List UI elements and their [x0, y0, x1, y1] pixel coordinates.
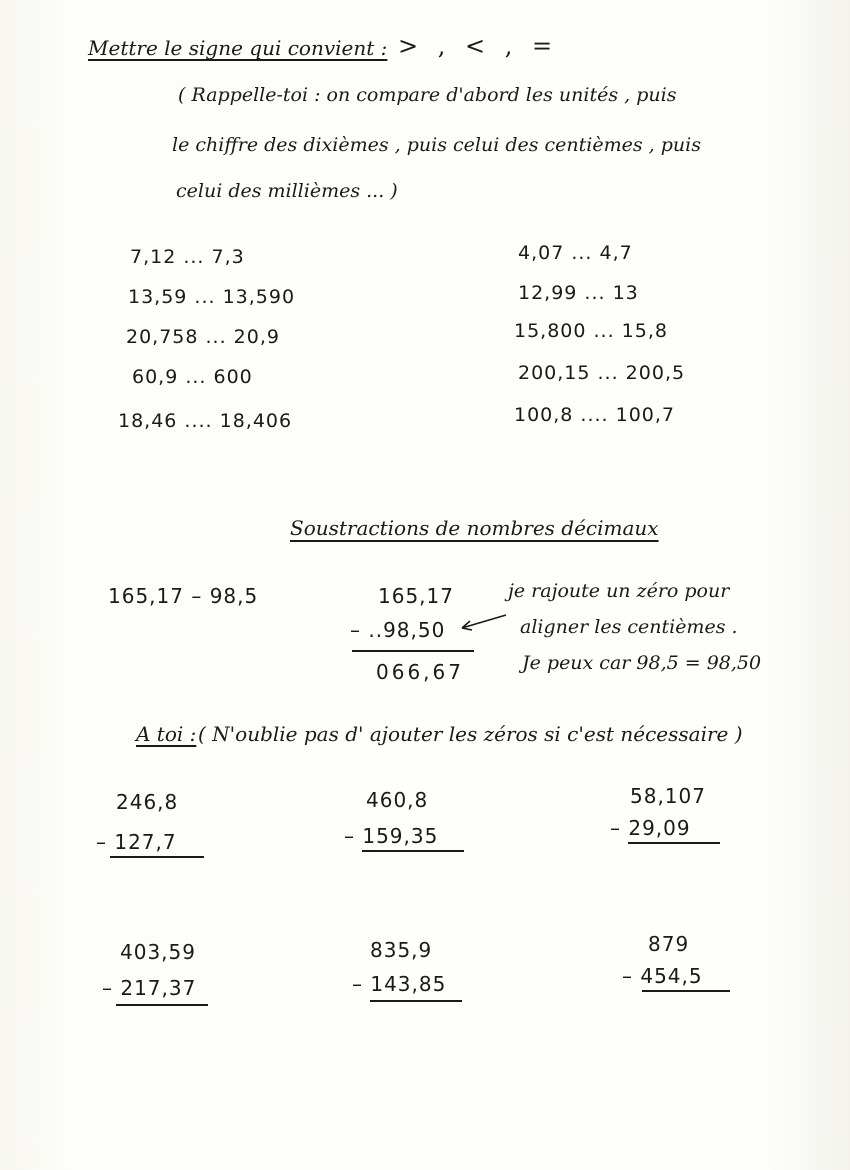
- worksheet-title: Mettre le signe qui convient :: [88, 36, 388, 60]
- example-note-line-3: Je peux car 98,5 = 98,50: [522, 652, 762, 674]
- exercise-1-bottom: – 127,7: [96, 830, 177, 854]
- exercise-2-line: [362, 850, 464, 852]
- exercise-6-line: [642, 990, 730, 992]
- exercise-instruction: ( N'oublie pas d' ajouter les zéros si c'est nécessaire ): [198, 722, 743, 746]
- example-expression: 165,17 – 98,5: [108, 584, 259, 608]
- subtraction-section-title: Soustractions de nombres décimaux: [290, 516, 659, 540]
- example-bottom-operand: – ..98,50: [350, 618, 446, 642]
- exercise-1-line: [110, 856, 204, 858]
- exercise-3-line: [628, 842, 720, 844]
- example-result-line: [352, 650, 474, 652]
- comparison-left-2: 13,59 ... 13,590: [128, 286, 296, 308]
- example-top-operand: 165,17: [378, 584, 454, 608]
- comparison-right-1: 4,07 ... 4,7: [518, 242, 633, 264]
- arrow-icon: [456, 612, 508, 634]
- exercise-3-bottom: – 29,09: [610, 816, 691, 840]
- exercise-label: A toi :: [136, 722, 197, 746]
- reminder-line-2: le chiffre des dixièmes , puis celui des centièmes , puis: [172, 134, 701, 156]
- comparison-right-5: 100,8 .... 100,7: [514, 404, 676, 426]
- reminder-line-3: celui des millièmes ... ): [176, 180, 398, 202]
- exercise-6-top: 879: [648, 932, 690, 956]
- exercise-4-bottom: – 217,37: [102, 976, 197, 1000]
- exercise-5-bottom: – 143,85: [352, 972, 447, 996]
- exercise-4-line: [116, 1004, 208, 1006]
- exercise-3-top: 58,107: [630, 784, 706, 808]
- comparison-left-4: 60,9 ... 600: [132, 366, 253, 388]
- exercise-6-bottom: – 454,5: [622, 964, 703, 988]
- exercise-2-bottom: – 159,35: [344, 824, 439, 848]
- exercise-5-top: 835,9: [370, 938, 433, 962]
- example-note-line-2: aligner les centièmes .: [520, 616, 738, 638]
- exercise-2-top: 460,8: [366, 788, 429, 812]
- reminder-line-1: ( Rappelle-toi : on compare d'abord les unités , puis: [178, 84, 677, 106]
- comparison-left-5: 18,46 .... 18,406: [118, 410, 293, 432]
- comparison-symbols: > , < , =: [398, 32, 559, 60]
- exercise-1-top: 246,8: [116, 790, 179, 814]
- comparison-right-4: 200,15 ... 200,5: [518, 362, 686, 384]
- example-note-line-1: je rajoute un zéro pour: [508, 580, 730, 602]
- exercise-4-top: 403,59: [120, 940, 196, 964]
- exercise-5-line: [370, 1000, 462, 1002]
- comparison-left-1: 7,12 ... 7,3: [130, 246, 245, 268]
- comparison-right-2: 12,99 ... 13: [518, 282, 639, 304]
- example-result: 066,67: [376, 660, 464, 684]
- comparison-left-3: 20,758 ... 20,9: [126, 326, 280, 348]
- comparison-right-3: 15,800 ... 15,8: [514, 320, 668, 342]
